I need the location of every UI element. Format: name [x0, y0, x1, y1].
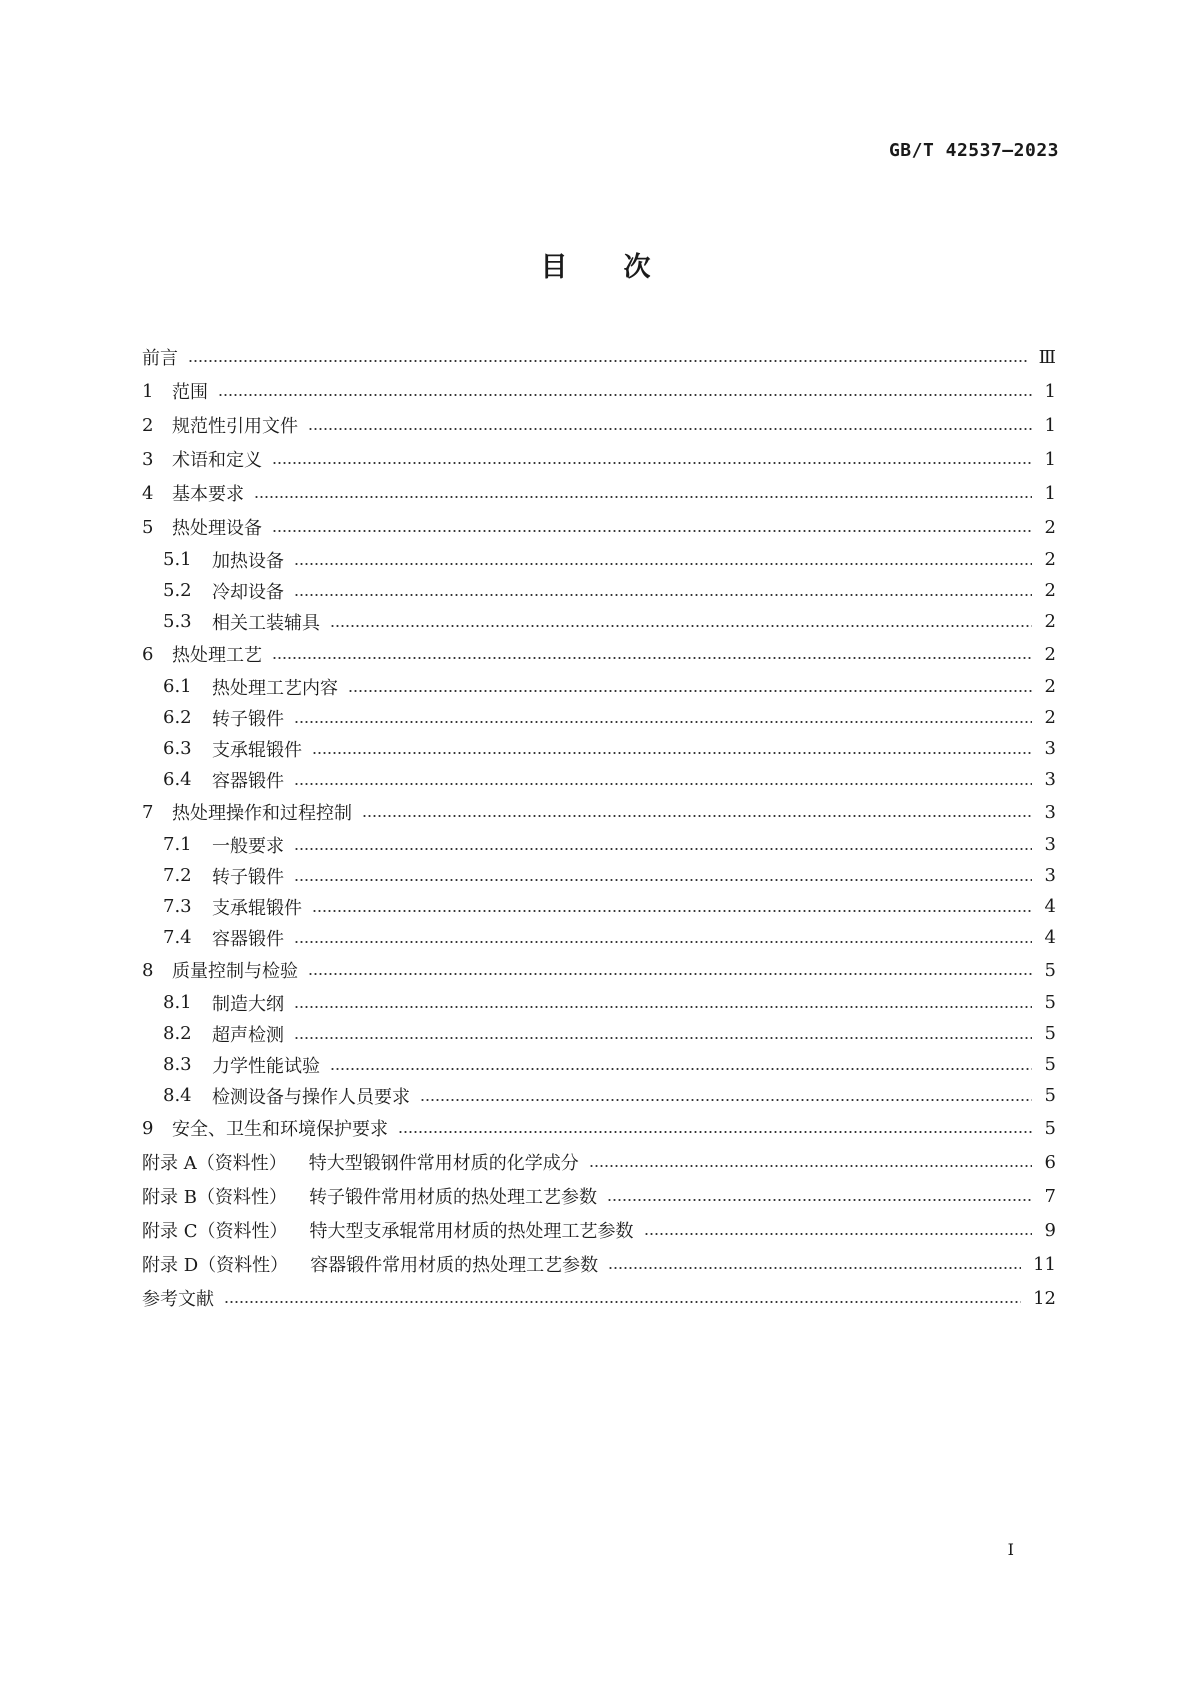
- toc-entry[interactable]: [142, 1049, 1056, 1080]
- toc-entry-title: 支承辊锻件: [212, 897, 302, 919]
- toc-entry-number: 附录 A（资料性）: [142, 1153, 287, 1174]
- toc-entry-title: 热处理工艺: [172, 645, 262, 666]
- toc-entry-number: 5.1: [163, 549, 192, 570]
- toc-entry-title: 术语和定义: [172, 450, 262, 471]
- toc-entry-number: 6.3: [163, 738, 192, 759]
- toc-entry-page: 1: [1044, 380, 1056, 402]
- dot-leader: [254, 496, 1032, 498]
- toc-entry-title: 参考文献: [142, 1289, 214, 1310]
- dot-leader: [294, 941, 1032, 943]
- toc-entry-title: 转子锻件: [212, 866, 284, 888]
- toc-entry-page: 3: [1044, 801, 1056, 823]
- toc-entry-page: 5: [1044, 959, 1056, 981]
- toc-entry-title: 加热设备: [212, 550, 284, 572]
- page-number: Ⅰ: [1007, 1540, 1014, 1559]
- dot-leader: [644, 1233, 1033, 1235]
- toc-entry[interactable]: [142, 795, 1056, 829]
- toc-entry[interactable]: [142, 987, 1056, 1018]
- dot-leader: [188, 360, 1027, 362]
- toc-entry-page: 12: [1033, 1287, 1056, 1309]
- toc-entry[interactable]: [142, 510, 1056, 544]
- toc-entry-title: 转子锻件常用材质的热处理工艺参数: [308, 1187, 597, 1208]
- toc-entry-title: 制造大纲: [212, 993, 284, 1015]
- toc-entry-page: 5: [1044, 1054, 1056, 1075]
- toc-entry-title: 容器锻件: [212, 928, 284, 950]
- dot-leader: [272, 530, 1032, 532]
- dot-leader: [294, 879, 1032, 881]
- toc-entry-page: 7: [1044, 1185, 1056, 1207]
- dot-leader: [312, 910, 1032, 912]
- toc-entry-number: 附录 C（资料性）: [142, 1221, 288, 1242]
- toc-entry-title: 热处理工艺内容: [212, 677, 338, 699]
- dot-leader: [348, 690, 1032, 692]
- toc-entry[interactable]: [142, 733, 1056, 764]
- toc-entry[interactable]: [142, 891, 1056, 922]
- toc-entry[interactable]: [142, 340, 1056, 374]
- toc-entry-page: 2: [1044, 580, 1056, 601]
- toc-entry-title: 特大型支承辊常用材质的热处理工艺参数: [309, 1221, 634, 1242]
- toc-entry[interactable]: [142, 1111, 1056, 1145]
- toc-entry-page: 3: [1044, 769, 1056, 790]
- toc-entry-number: 7: [142, 801, 154, 823]
- toc-entry-page: 9: [1044, 1219, 1056, 1241]
- toc-entry-number: 附录 B（资料性）: [142, 1187, 287, 1208]
- toc-entry-title: 支承辊锻件: [212, 739, 302, 761]
- toc-entry[interactable]: [142, 1213, 1056, 1247]
- toc-entry[interactable]: [142, 1018, 1056, 1049]
- dot-leader: [330, 625, 1032, 627]
- toc-entry-page: 6: [1044, 1151, 1056, 1173]
- toc-entry-page: 5: [1044, 1085, 1056, 1106]
- toc-entry[interactable]: [142, 829, 1056, 860]
- dot-leader: [607, 1199, 1032, 1201]
- toc-entry-number: 5: [142, 516, 154, 538]
- toc-entry-number: 6.1: [163, 676, 192, 697]
- toc-entry-number: 8.4: [163, 1085, 192, 1106]
- toc-entry-page: 2: [1044, 516, 1056, 538]
- toc-entry-number: 8.3: [163, 1054, 192, 1075]
- dot-leader: [272, 657, 1032, 659]
- toc-entry-page: 2: [1044, 549, 1056, 570]
- toc-entry-page: 2: [1044, 643, 1056, 665]
- toc-entry-page: 1: [1044, 448, 1056, 470]
- toc-entry-page: 5: [1044, 1117, 1056, 1139]
- toc-entry-page: 11: [1033, 1253, 1056, 1275]
- dot-leader: [312, 752, 1032, 754]
- toc-entry[interactable]: [142, 1145, 1056, 1179]
- dot-leader: [294, 1037, 1032, 1039]
- page-title: 目次: [540, 252, 707, 283]
- toc-entry[interactable]: [142, 953, 1056, 987]
- toc-entry-number: 1: [142, 380, 154, 402]
- toc-entry-number: 6: [142, 643, 154, 665]
- standard-number: GB/T 42537—2023: [888, 140, 1059, 161]
- dot-leader: [224, 1301, 1021, 1303]
- toc-entry-title: 前言: [142, 348, 178, 369]
- toc-entry[interactable]: [142, 637, 1056, 671]
- toc-entry[interactable]: [142, 1281, 1056, 1315]
- toc-entry-title: 规范性引用文件: [172, 416, 298, 437]
- toc-entry[interactable]: [142, 1247, 1056, 1281]
- dot-leader: [272, 462, 1032, 464]
- toc-entry-title: 力学性能试验: [212, 1055, 320, 1077]
- toc-entry-number: 7.3: [163, 896, 192, 917]
- toc-entry-number: 8.2: [163, 1023, 192, 1044]
- toc-entry[interactable]: [142, 374, 1056, 408]
- toc-entry-number: 附录 D（资料性）: [142, 1255, 289, 1276]
- toc-entry-page: 2: [1044, 707, 1056, 728]
- dot-leader: [308, 428, 1032, 430]
- toc-entry-title: 质量控制与检验: [172, 961, 298, 982]
- toc-entry-number: 5.3: [163, 611, 192, 632]
- toc-entry-page: 1: [1044, 414, 1056, 436]
- toc-entry[interactable]: [142, 671, 1056, 702]
- toc-entry[interactable]: [142, 702, 1056, 733]
- toc-entry[interactable]: [142, 860, 1056, 891]
- toc-entry-number: 8: [142, 959, 154, 981]
- toc-entry-title: 容器锻件: [212, 770, 284, 792]
- dot-leader: [398, 1131, 1032, 1133]
- dot-leader: [589, 1165, 1032, 1167]
- toc-entry-title: 热处理设备: [172, 518, 262, 539]
- dot-leader: [294, 1006, 1032, 1008]
- toc-entry-page: 3: [1044, 738, 1056, 759]
- toc-entry-title: 容器锻件常用材质的热处理工艺参数: [310, 1255, 599, 1276]
- toc-entry-page: Ⅲ: [1038, 346, 1056, 368]
- toc-entry-page: 3: [1044, 834, 1056, 855]
- toc-entry-number: 5.2: [163, 580, 192, 601]
- toc-entry-number: 9: [142, 1117, 154, 1139]
- toc-entry-number: 3: [142, 448, 154, 470]
- toc-entry[interactable]: [142, 442, 1056, 476]
- toc-entry-page: 5: [1044, 992, 1056, 1013]
- toc-entry-number: 7.1: [163, 834, 192, 855]
- toc-entry-page: 2: [1044, 676, 1056, 697]
- toc-entry[interactable]: [142, 764, 1056, 795]
- toc-entry-title: 相关工装辅具: [212, 612, 320, 634]
- toc-entry-title: 基本要求: [172, 484, 244, 505]
- toc-entry-number: 7.4: [163, 927, 192, 948]
- toc-entry-number: 4: [142, 482, 154, 504]
- toc-entry[interactable]: [142, 922, 1056, 953]
- toc-entry[interactable]: [142, 476, 1056, 510]
- toc-entry-title: 转子锻件: [212, 708, 284, 730]
- toc-entry-number: 6.2: [163, 707, 192, 728]
- dot-leader: [330, 1068, 1032, 1070]
- toc-entry-number: 6.4: [163, 769, 192, 790]
- toc-entry[interactable]: [142, 408, 1056, 442]
- toc-entry-page: 5: [1044, 1023, 1056, 1044]
- toc-entry-page: 3: [1044, 865, 1056, 886]
- toc-entry-title: 安全、卫生和环境保护要求: [172, 1119, 388, 1140]
- dot-leader: [294, 848, 1032, 850]
- toc-entry-title: 一般要求: [212, 835, 284, 857]
- dot-leader: [294, 563, 1032, 565]
- dot-leader: [362, 815, 1032, 817]
- toc-entry-page: 4: [1044, 927, 1056, 948]
- toc-entry[interactable]: [142, 1179, 1056, 1213]
- toc-entry[interactable]: [142, 544, 1056, 575]
- toc-entry-number: 7.2: [163, 865, 192, 886]
- toc-entry-number: 2: [142, 414, 154, 436]
- dot-leader: [294, 783, 1032, 785]
- toc-entry-page: 4: [1044, 896, 1056, 917]
- dot-leader: [294, 594, 1032, 596]
- toc-entry-page: 1: [1044, 482, 1056, 504]
- toc-entry-title: 热处理操作和过程控制: [172, 803, 352, 824]
- toc-entry-title: 冷却设备: [212, 581, 284, 603]
- toc-entry[interactable]: [142, 606, 1056, 637]
- toc-entry-title: 检测设备与操作人员要求: [212, 1086, 410, 1108]
- dot-leader: [218, 394, 1032, 396]
- dot-leader: [294, 721, 1032, 723]
- toc-entry-title: 特大型锻钢件常用材质的化学成分: [308, 1153, 579, 1174]
- dot-leader: [308, 973, 1032, 975]
- toc-entry-page: 2: [1044, 611, 1056, 632]
- table-of-contents: [142, 340, 1056, 1315]
- toc-entry[interactable]: [142, 1080, 1056, 1111]
- dot-leader: [420, 1099, 1032, 1101]
- toc-entry[interactable]: [142, 575, 1056, 606]
- toc-entry-title: 范围: [172, 382, 208, 403]
- toc-entry-number: 8.1: [163, 992, 192, 1013]
- dot-leader: [608, 1267, 1021, 1269]
- toc-entry-title: 超声检测: [212, 1024, 284, 1046]
